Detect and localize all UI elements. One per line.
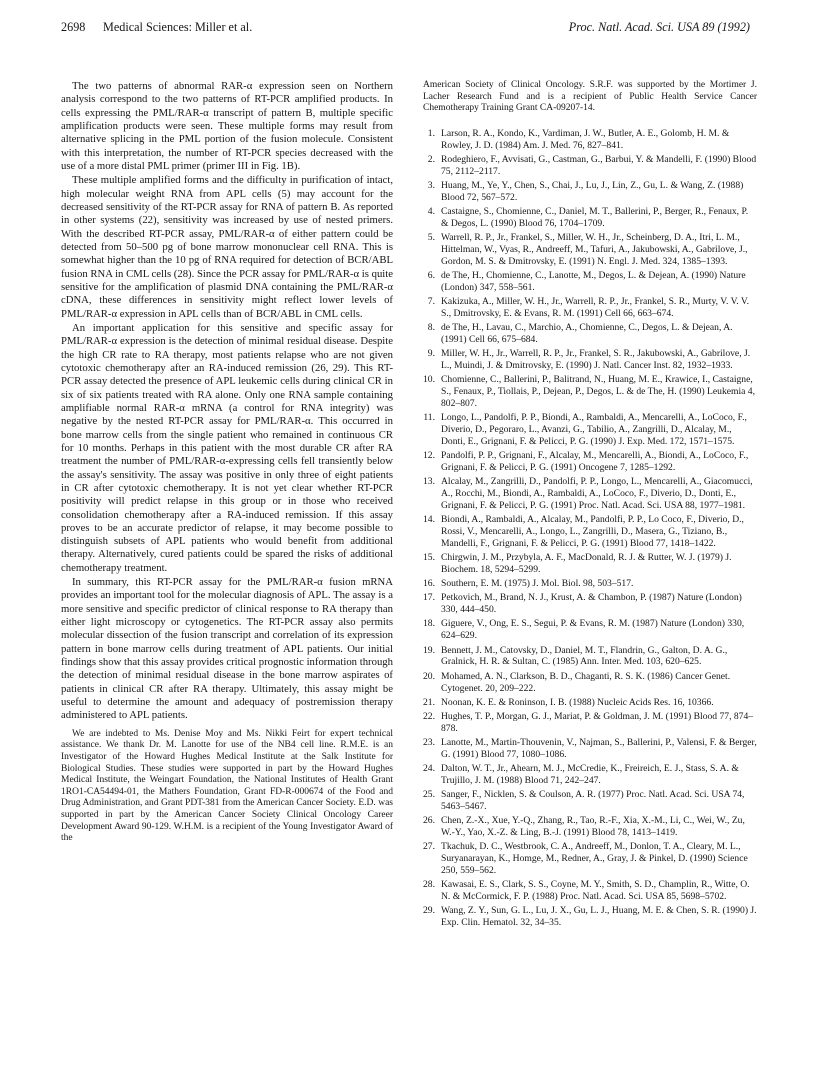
reference-text: Kakizuka, A., Miller, W. H., Jr., Warrell, R. P., Jr., Frankel, S. R., Murty, V. V. V. S., Dmitrovsky, E. & Evans, R. M. (1991) Cell 66, 663–674. <box>441 296 749 319</box>
reference-number: 3. <box>427 179 435 191</box>
reference-number: 16. <box>423 578 435 590</box>
reference-number: 25. <box>423 789 435 800</box>
reference-text: Pandolfi, P. P., Grignani, F., Alcalay, M., Mencarelli, A., Biondi, A., LoCoco, F., Grignani, F. & Pelicci, P. G. (1991) Oncogene 7, 1285–1292. <box>441 450 749 474</box>
reference-number: 4. <box>427 205 435 217</box>
reference-item <box>423 671 757 695</box>
reference-item <box>423 154 757 178</box>
reference-item <box>423 645 757 669</box>
reference-text: Petkovich, M., Brand, N. J., Krust, A. & Chambon, P. (1987) Nature (London) 330, 444–450. <box>441 592 742 616</box>
reference-text: Dalton, W. T., Jr., Ahearn, M. J., McCredie, K., Freireich, E. J., Stass, S. A. & Trujillo, J. M. (1988) Blood 71, 242–247. <box>441 762 739 786</box>
reference-number: 24. <box>423 762 435 774</box>
reference-text: Chirgwin, J. M., Przybyla, A. F., MacDonald, R. J. & Rutter, W. J. (1979) J. Biochem. 18, 5294–5299. <box>441 552 732 576</box>
journal-citation: Proc. Natl. Acad. Sci. USA 89 (1992) <box>568 20 750 34</box>
reference-item <box>423 697 757 709</box>
reference-text: Lanotte, M., Martin-Thouvenin, V., Najman, S., Ballerini, P., Valensi, F. & Berger, G. (1991) Blood 77, 1080–1086. <box>441 736 757 760</box>
acknowledgments-continued: American Society of Clinical Oncology. S.R.F. was supported by the Mortimer J. Lacher Research Fund and is a recipient of Public Health Service Cancer Chemotherapy Training Grant CA-09207-14. <box>423 80 757 114</box>
reference-item <box>423 552 757 576</box>
page-header <box>0 20 816 38</box>
reference-number: 2. <box>427 153 435 165</box>
reference-item <box>423 737 757 761</box>
reference-number: 26. <box>423 815 435 827</box>
reference-text: de The, H., Chomienne, C., Lanotte, M., Degos, L. & Dejean, A. (1990) Nature (London) 347, 558–561. <box>441 270 746 293</box>
reference-text: Chen, Z.-X., Xue, Y.-Q., Zhang, R., Tao, R.-F., Xia, X.-M., Li, C., Wei, W., Zu, W.-Y., Yao, X.-Z. & Ling, B.-J. (1991) Blood 78, 1413–1419. <box>441 815 745 838</box>
reference-text: Hughes, T. P., Morgan, G. J., Mariat, P. & Goldman, J. M. (1991) Blood 77, 874–878. <box>441 710 754 734</box>
reference-item <box>423 296 757 320</box>
right-column <box>423 80 757 931</box>
reference-number: 10. <box>423 374 435 386</box>
reference-item <box>423 841 757 877</box>
reference-item <box>423 763 757 787</box>
reference-number: 18. <box>423 618 435 630</box>
reference-text: Rodeghiero, F., Avvisati, G., Castman, G., Barbui, Y. & Mandelli, F. (1990) Blood 75, 2112–2117. <box>441 153 757 177</box>
reference-text: Wang, Z. Y., Sun, G. L., Lu, J. X., Gu, L. J., Huang, M. E. & Chen, S. R. (1990) J. Exp. Clin. Hematol. 32, 34–35. <box>441 905 757 929</box>
reference-number: 12. <box>423 450 435 462</box>
reference-number: 20. <box>423 670 435 682</box>
body-paragraph: In summary, this RT-PCR assay for the PML/RAR-α fusion mRNA provides an important tool for the molecular diagnosis of APL. The assay is a more sensitive and specific predictor of clinical response to RA therapy than either light microscopy or cytogenetics. The RT-PCR assay also permits molecular dissection of the fusion transcript and correlation of its expression pattern in bone marrow cells during treatment of APL patients. Our initial findings show that this assay provides critical prognostic information through the detection of minimal residual disease in the bone marrow aspirates of patients in clinical CR after RA therapy. Ultimately, this assay might be useful to determine the amount and adequacy of postremission therapy administered to APL patients. <box>61 576 393 722</box>
reference-item <box>423 412 757 448</box>
reference-text: Longo, L., Pandolfi, P. P., Biondi, A., Rambaldi, A., Mencarelli, A., LoCoco, F., Diverio, D., Pegoraro, L., Avanzi, G., Tabilio, A., Zangrilli, D., Alcalay, M., Donti, E., Grignani, F. & Pelicci, P. G. (1990) J. Exp. Med. 172, 1571–1575. <box>441 412 747 448</box>
reference-text: Huang, M., Ye, Y., Chen, S., Chai, J., Lu, J., Lin, Z., Gu, L. & Wang, Z. (1988) Blood 72, 567–572. <box>441 179 744 203</box>
body-paragraph: An important application for this sensitive and specific assay for PML/RAR-α expression is the detection of minimal residual disease. Despite the high CR rate to RA therapy, most patients relapse who are not given cytotoxic chemotherapy after an RA-induced remission (26, 29). This RT-PCR assay detected the presence of APL leukemic cells during clinical CR in six of six patients treated with RA alone. Only one RNA sample containing amplifiable normal RAR-α mRNA (a control for RNA integrity) was negative by the nested RT-PCR assay for PML/RAR-α. This occurred in bone marrow cells from the single patient who remained in continuous CR for 10 months. Perhaps in this patient with the most durable CR after RA treatment the number of PML/RAR-α-expressing cells fell transiently below the assay's sensitivity. The assay was positive in only three of eight patients in CR after cytotoxic chemotherapy. It is not yet clear whether RT-PCR positivity will predict relapse in this group or in those who received consolidation chemotherapy after a RA-induced remission. If this assay proves to be an accurate predictor of relapse, it may become possible to distinguish subsets of APL patients who would benefit from additional therapy. Alternatively, cured patients could be spared the risks of additional chemotherapy treatment. <box>61 321 393 574</box>
reference-item <box>423 789 757 813</box>
running-head-section: Medical Sciences: Miller et al. <box>103 20 253 34</box>
reference-item <box>423 180 757 204</box>
reference-text: Southern, E. M. (1975) J. Mol. Biol. 98, 503–517. <box>441 578 634 590</box>
reference-number: 5. <box>427 232 435 244</box>
reference-number: 15. <box>423 552 435 564</box>
reference-item <box>423 348 757 372</box>
reference-item <box>423 815 757 839</box>
reference-number: 19. <box>423 644 435 656</box>
reference-text: Tkachuk, D. C., Westbrook, C. A., Andreeff, M., Donlon, T. A., Cleary, M. L., Suryanarayan, K., Homge, M., Redner, A., Gray, J. & Pinkel, D. (1990) Science 250, 559–562. <box>441 841 748 876</box>
reference-text: de The, H., Lavau, C., Marchio, A., Chomienne, C., Degos, L. & Dejean, A. (1991) Cell 66, 675–684. <box>441 322 733 346</box>
reference-number: 22. <box>423 710 435 722</box>
reference-text: Larson, R. A., Kondo, K., Vardiman, J. W., Butler, A. E., Golomb, H. M. & Rowley, J. D. (1984) Am. J. Med. 76, 827–841. <box>441 127 730 151</box>
reference-text: Sanger, F., Nicklen, S. & Coulson, A. R. (1977) Proc. Natl. Acad. Sci. USA 74, 5463–5467. <box>441 789 745 812</box>
reference-number: 28. <box>423 879 435 891</box>
reference-text: Warrell, R. P., Jr., Frankel, S., Miller, W. H., Jr., Scheinberg, D. A., Itri, L. M., Hittelman, W., Vyas, R., Andreeff, M., Tafuri, A., Jakubowski, A., Gabrilove, J., Gordon, M. S. & Dmitrovsky, E. (1991) N. Engl. J. Med. 324, 1385–1393. <box>441 232 748 267</box>
reference-item <box>423 128 757 152</box>
reference-number: 23. <box>423 736 435 748</box>
reference-number: 11. <box>423 412 435 424</box>
reference-text: Noonan, K. E. & Roninson, I. B. (1988) Nucleic Acids Res. 16, 10366. <box>441 696 714 708</box>
reference-number: 21. <box>423 696 435 708</box>
reference-item <box>423 514 757 550</box>
reference-number: 14. <box>423 514 435 526</box>
reference-text: Mohamed, A. N., Clarkson, B. D., Chaganti, R. S. K. (1986) Cancer Genet. Cytogenet. 20, 209–222. <box>441 670 731 694</box>
reference-item <box>423 618 757 642</box>
left-column <box>61 80 393 845</box>
reference-number: 1. <box>427 127 435 139</box>
reference-item <box>423 206 757 230</box>
reference-item <box>423 592 757 616</box>
reference-item <box>423 711 757 735</box>
reference-item <box>423 905 757 929</box>
acknowledgments: We are indebted to Ms. Denise Moy and Ms. Nikki Feirt for expert technical assistance. We thank Dr. M. Lanotte for use of the NB4 cell line. R.M.E. is an Investigator of the Howard Hughes Medical Institute at the Salk Institute for Biological Studies. These studies were supported in part by the Howard Hughes Medical Institute, the Weingart Foundation, the National Institutes of Health Grant 1RO1-CA54494-01, the Mathers Foundation, Grant FD-R-000674 of the Food and Drug Administration, and Grant PDT-381 from the American Cancer Society. E.D. was supported in part by the American Cancer Society Clinical Oncology Career Development Award 90-129. W.H.M. is a recipient of the Young Investigator Award of the <box>61 728 393 844</box>
reference-number: 13. <box>423 476 435 488</box>
reference-text: Miller, W. H., Jr., Warrell, R. P., Jr., Frankel, S. R., Jakubowski, A., Gabrilove, J. L., Muindi, J. & Dmitrovsky, E. (1990) J. Natl. Cancer Inst. 82, 1932–1933. <box>441 348 751 372</box>
reference-list <box>423 128 757 929</box>
page-number: 2698 <box>61 20 86 34</box>
reference-text: Giguere, V., Ong, E. S., Segui, P. & Evans, R. M. (1987) Nature (London) 330, 624–629. <box>441 618 745 642</box>
reference-text: Bennett, J. M., Catovsky, D., Daniel, M. T., Flandrin, G., Galton, D. A. G., Gralnick, H. R. & Sultan, C. (1985) Ann. Inter. Med. 103, 620–625. <box>441 644 728 668</box>
reference-item <box>423 879 757 903</box>
reference-number: 27. <box>423 841 435 853</box>
reference-number: 9. <box>427 348 435 360</box>
reference-item <box>423 450 757 474</box>
body-paragraph: These multiple amplified forms and the difficulty in purification of intact, high molecular weight RNA from APL cells (5) may account for the decreased sensitivity of the RT-PCR assay for RNA of pattern B. As reported in other systems (22), sensitivity was increased by use of nested primers. With the described RT-PCR assay, PML/RAR-α of either pattern could be detected from 50–500 pg of bone marrow mononuclear cell RNA. This is somewhat higher than the 10 pg of RNA required for detection of BCR/ABL fusion RNA in CML cells (28). Since the PCR assay for PML/RAR-α is quite sensitive for the amplification of plasmid DNA containing the PML/RAR-α cDNA, these differences in sensitivity might reflect lower levels of PML/RAR-α expression in APL cells than of BCR/ABL in CML cells. <box>61 174 393 320</box>
body-paragraph: The two patterns of abnormal RAR-α expression seen on Northern analysis correspond to the two patterns of RT-PCR amplified products. In cells expressing the PML/RAR-α transcript of pattern B, multiple specific amplification products were seen. These multiple forms may result from alternative splicing in the PML portion of the fusion molecule. Consistent with this interpretation, the number of RT-PCR species decreased with the use of a more distal PML primer (primer III in Fig. 1B). <box>61 80 393 172</box>
reference-item <box>423 476 757 512</box>
reference-text: Chomienne, C., Ballerini, P., Balitrand, N., Huang, M. E., Krawice, I., Castaigne, S., Fenaux, P., Tiollais, P., Dejean, P., Degos, L. & de The, H. (1990) Leukemia 4, 802–807. <box>441 374 756 410</box>
reference-item <box>423 578 757 590</box>
reference-text: Kawasai, E. S., Clark, S. S., Coyne, M. Y., Smith, S. D., Champlin, R., Witte, O. N. & McCormick, F. P. (1988) Proc. Natl. Acad. Sci. USA 85, 5698–5702. <box>441 879 750 902</box>
reference-number: 29. <box>423 905 435 917</box>
reference-item <box>423 374 757 410</box>
reference-item <box>423 322 757 346</box>
reference-text: Biondi, A., Rambaldi, A., Alcalay, M., Pandolfi, P. P., Lo Coco, F., Diverio, D., Rossi, V., Mencarelli, A., Longo, L., Zangrilli, D., Masera, G., Tiziano, B., Mandelli, F., Grignani, F. & Pelicci, P. G. (1991) Blood 77, 1418–1422. <box>441 514 744 550</box>
reference-text: Alcalay, M., Zangrilli, D., Pandolfi, P. P., Longo, L., Mencarelli, A., Giacomucci, A., Rocchi, M., Biondi, A., Rambaldi, A., LoCoco, F., Diverio, D., Donti, E., Grignani, F. & Pelicci, P. G. (1991) Proc. Natl. Acad. Sci. USA 88, 1977–1981. <box>441 476 753 512</box>
reference-number: 7. <box>427 296 435 308</box>
reference-number: 17. <box>423 592 435 604</box>
reference-text: Castaigne, S., Chomienne, C., Daniel, M. T., Ballerini, P., Berger, R., Fenaux, P. & Degos, L. (1990) Blood 76, 1704–1709. <box>441 205 749 229</box>
reference-item <box>423 232 757 268</box>
reference-number: 6. <box>427 270 435 281</box>
reference-item <box>423 270 757 294</box>
reference-number: 8. <box>427 322 435 334</box>
